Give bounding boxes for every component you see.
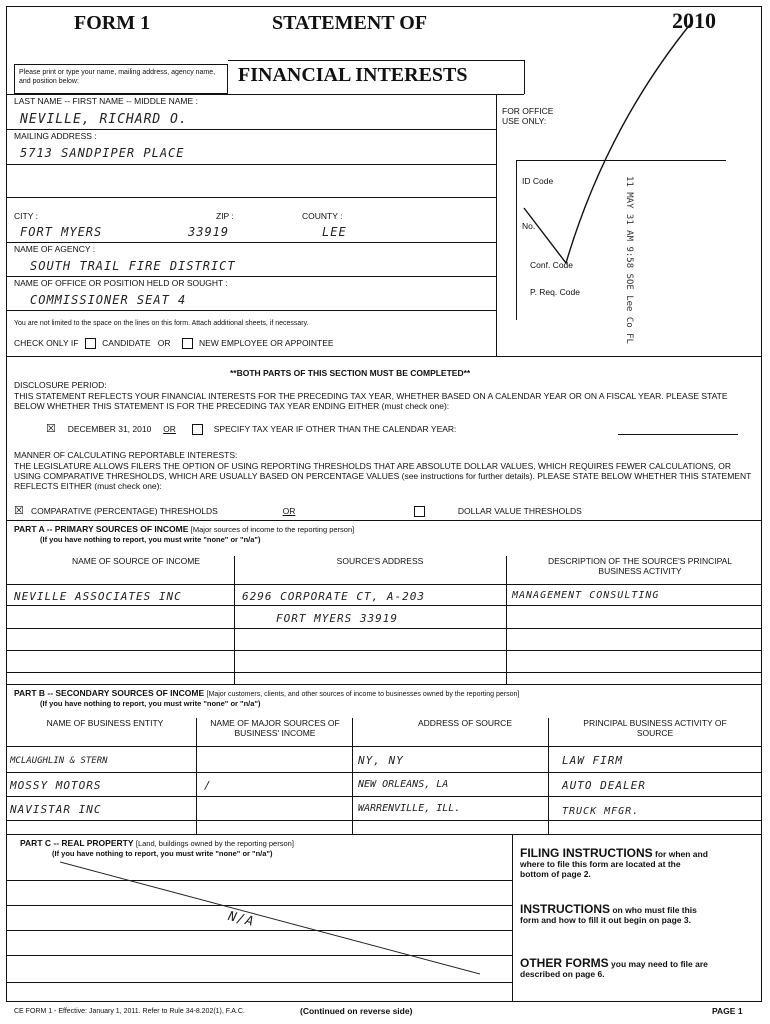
part-b-title: PART B -- SECONDARY SOURCES OF INCOME bbox=[14, 688, 205, 698]
name-value: NEVILLE, RICHARD O. bbox=[20, 112, 188, 127]
conf-code-label: Conf. Code bbox=[530, 260, 573, 270]
other-bold: OTHER FORMS bbox=[520, 956, 609, 970]
part-b-row1-activity: LAW FIRM bbox=[562, 754, 623, 767]
other-forms bbox=[520, 958, 710, 979]
filing-rest: for when and where to file this form are located at the bottom of page 2. bbox=[520, 849, 708, 879]
city-value: FORT MYERS bbox=[20, 225, 103, 239]
mailing-value: 5713 SANDPIPER PLACE bbox=[20, 146, 185, 160]
form-label: FORM 1 bbox=[74, 12, 151, 34]
part-b-row3-entity: NAVISTAR INC bbox=[10, 803, 102, 816]
part-a-col1: NAME OF SOURCE OF INCOME bbox=[72, 556, 200, 566]
check-row bbox=[14, 338, 334, 349]
candidate-label: CANDIDATE bbox=[102, 338, 151, 348]
part-a-col3: DESCRIPTION OF THE SOURCE'S PRINCIPAL BUSINESS ACTIVITY bbox=[547, 556, 733, 576]
part-c-note: [Land, buildings owned by the reporting person] bbox=[135, 839, 294, 848]
filing-bold: FILING INSTRUCTIONS bbox=[520, 846, 653, 860]
dollar-option: DOLLAR VALUE THRESHOLDS bbox=[457, 506, 582, 516]
title-line1: STATEMENT OF bbox=[272, 12, 428, 34]
or-label: OR bbox=[157, 338, 171, 348]
name-label: LAST NAME -- FIRST NAME -- MIDDLE NAME : bbox=[14, 96, 198, 106]
how-to-instructions bbox=[520, 904, 710, 925]
part-a-row1-desc: MANAGEMENT CONSULTING bbox=[512, 590, 660, 601]
part-b-row2-address: NEW ORLEANS, LA bbox=[358, 779, 449, 790]
zip-label: ZIP : bbox=[216, 211, 234, 221]
or-label-1: OR bbox=[163, 424, 176, 434]
dollar-checkbox[interactable] bbox=[414, 506, 425, 517]
part-b-row1-address: NY, NY bbox=[358, 754, 404, 767]
filing-instructions bbox=[520, 848, 710, 879]
specify-checkbox[interactable] bbox=[192, 424, 203, 435]
part-b-col2: NAME OF MAJOR SOURCES OF BUSINESS' INCOME bbox=[210, 718, 340, 738]
office-label: NAME OF OFFICE OR POSITION HELD OR SOUGHT : bbox=[14, 278, 228, 288]
dec-option: DECEMBER 31, 2010 bbox=[67, 424, 152, 434]
part-b-row2-source: / bbox=[204, 779, 212, 792]
part-b-col4: PRINCIPAL BUSINESS ACTIVITY OF SOURCE bbox=[583, 718, 727, 738]
part-b-col3: ADDRESS OF SOURCE bbox=[418, 718, 512, 728]
no-label: No. bbox=[522, 221, 536, 231]
new-employee-label: NEW EMPLOYEE OR APPOINTEE bbox=[198, 338, 334, 348]
specify-option: SPECIFY TAX YEAR IF OTHER THAN THE CALENDAR YEAR: bbox=[213, 424, 457, 434]
part-b-note: [Major customers, clients, and other sources of income to businesses owned by the reporting person] bbox=[206, 691, 520, 698]
part-c-title-row bbox=[20, 838, 294, 848]
or-label-2: OR bbox=[282, 506, 296, 516]
check-label: CHECK ONLY IF bbox=[14, 338, 79, 348]
id-code-label: ID Code bbox=[522, 176, 554, 186]
comparative-option: COMPARATIVE (PERCENTAGE) THRESHOLDS bbox=[30, 506, 218, 516]
manner-text: THE LEGISLATURE ALLOWS FILERS THE OPTION OF USING REPORTING THRESHOLDS THAT ARE ABSOLUTE DOLLAR VALUES, WHICH REQUIRES FEWER CALCULATIONS, OR USING COMPARATIVE THRESHOLDS, WHICH ARE USUALLY BASED ON PERCENTAGE VALUES (see instructions for further details). PLEASE STATE BELOW WHETHER THIS STATEMENT REFLECTS EITHER (must check one): bbox=[14, 461, 752, 491]
part-a-note: [Major sources of income to the reporting person] bbox=[190, 525, 355, 534]
part-b-row3-address: WARRENVILLE, ILL. bbox=[358, 803, 461, 814]
strikethrough-line bbox=[60, 860, 480, 980]
manner-label: MANNER OF CALCULATING REPORTABLE INTERESTS: bbox=[14, 450, 238, 460]
part-b-title-row bbox=[14, 688, 519, 698]
part-b-row3-activity: TRUCK MFGR. bbox=[562, 806, 640, 817]
part-a-row1-name: NEVILLE ASSOCIATES INC bbox=[14, 590, 182, 603]
received-stamp: 11 MAY 31 AM 9:58 SOE Lee Co FL bbox=[624, 176, 634, 344]
office-value: COMMISSIONER SEAT 4 bbox=[30, 293, 187, 307]
instr-rest: on who must file this form and how to fill it out begin on page 3. bbox=[520, 905, 697, 925]
part-b-sub: (If you have nothing to report, you must write "none" or "n/a") bbox=[40, 699, 261, 708]
p-req-code-label: P. Req. Code bbox=[530, 287, 580, 297]
part-a-row1-address: 6296 CORPORATE CT, A-203 bbox=[242, 590, 425, 603]
part-b-col1: NAME OF BUSINESS ENTITY bbox=[46, 718, 164, 728]
part-c-sub: (If you have nothing to report, you must write "none" or "n/a") bbox=[52, 849, 273, 858]
manner-options bbox=[14, 504, 714, 517]
city-label: CITY : bbox=[14, 211, 38, 221]
part-a-title-row bbox=[14, 524, 354, 534]
print-note: Please print or type your name, mailing address, agency name, and position below: bbox=[14, 64, 228, 94]
agency-value: SOUTH TRAIL FIRE DISTRICT bbox=[30, 259, 236, 273]
office-use-label: FOR OFFICE USE ONLY: bbox=[502, 106, 554, 126]
footer-center: (Continued on reverse side) bbox=[300, 1006, 413, 1016]
part-b-row1-entity: MCLAUGHLIN & STERN bbox=[10, 756, 108, 766]
period-text: THIS STATEMENT REFLECTS YOUR FINANCIAL INTERESTS FOR THE PRECEDING TAX YEAR, WHETHER BASED ON A CALENDAR YEAR OR ON A FISCAL YEAR. PLEASE STATE BELOW WHETHER THIS STATEMENT IS FOR THE PRECEDING TAX YEAR ENDING EITHER (must check one): bbox=[14, 391, 728, 411]
candidate-checkbox[interactable] bbox=[85, 338, 96, 349]
period-label: DISCLOSURE PERIOD: bbox=[14, 380, 107, 390]
title-line2: FINANCIAL INTERESTS bbox=[238, 64, 468, 86]
part-c-na: N/A bbox=[226, 909, 256, 930]
part-a-title: PART A -- PRIMARY SOURCES OF INCOME bbox=[14, 524, 189, 534]
footer-page: PAGE 1 bbox=[712, 1006, 743, 1016]
part-a-row2-address: FORT MYERS 33919 bbox=[276, 612, 398, 625]
part-a-sub: (If you have nothing to report, you must write "none" or "n/a") bbox=[40, 535, 261, 544]
space-note: You are not limited to the space on the lines on this form. Attach additional sheets, if necessary. bbox=[14, 320, 309, 327]
instr-bold: INSTRUCTIONS bbox=[520, 902, 610, 916]
county-value: LEE bbox=[322, 225, 347, 239]
agency-label: NAME OF AGENCY : bbox=[14, 244, 96, 254]
part-b-row2-entity: MOSSY MOTORS bbox=[10, 779, 102, 792]
footer-left: CE FORM 1 - Effective: January 1, 2011. Refer to Rule 34-8.202(1), F.A.C. bbox=[14, 1008, 245, 1015]
mailing-label: MAILING ADDRESS : bbox=[14, 131, 97, 141]
zip-value: 33919 bbox=[188, 225, 230, 239]
both-parts-notice: **BOTH PARTS OF THIS SECTION MUST BE COMPLETED** bbox=[230, 368, 471, 378]
other-rest: you may need to file are described on page 6. bbox=[520, 959, 708, 979]
checked-box-icon[interactable]: ☒ bbox=[14, 505, 24, 517]
form-year: 2010 bbox=[672, 8, 716, 33]
county-label: COUNTY : bbox=[302, 211, 343, 221]
part-a-col2: SOURCE'S ADDRESS bbox=[336, 556, 424, 566]
part-c-title: PART C -- REAL PROPERTY bbox=[20, 838, 134, 848]
new-employee-checkbox[interactable] bbox=[182, 338, 193, 349]
checked-box-icon[interactable]: ☒ bbox=[46, 423, 56, 435]
part-b-row2-activity: AUTO DEALER bbox=[562, 779, 646, 792]
